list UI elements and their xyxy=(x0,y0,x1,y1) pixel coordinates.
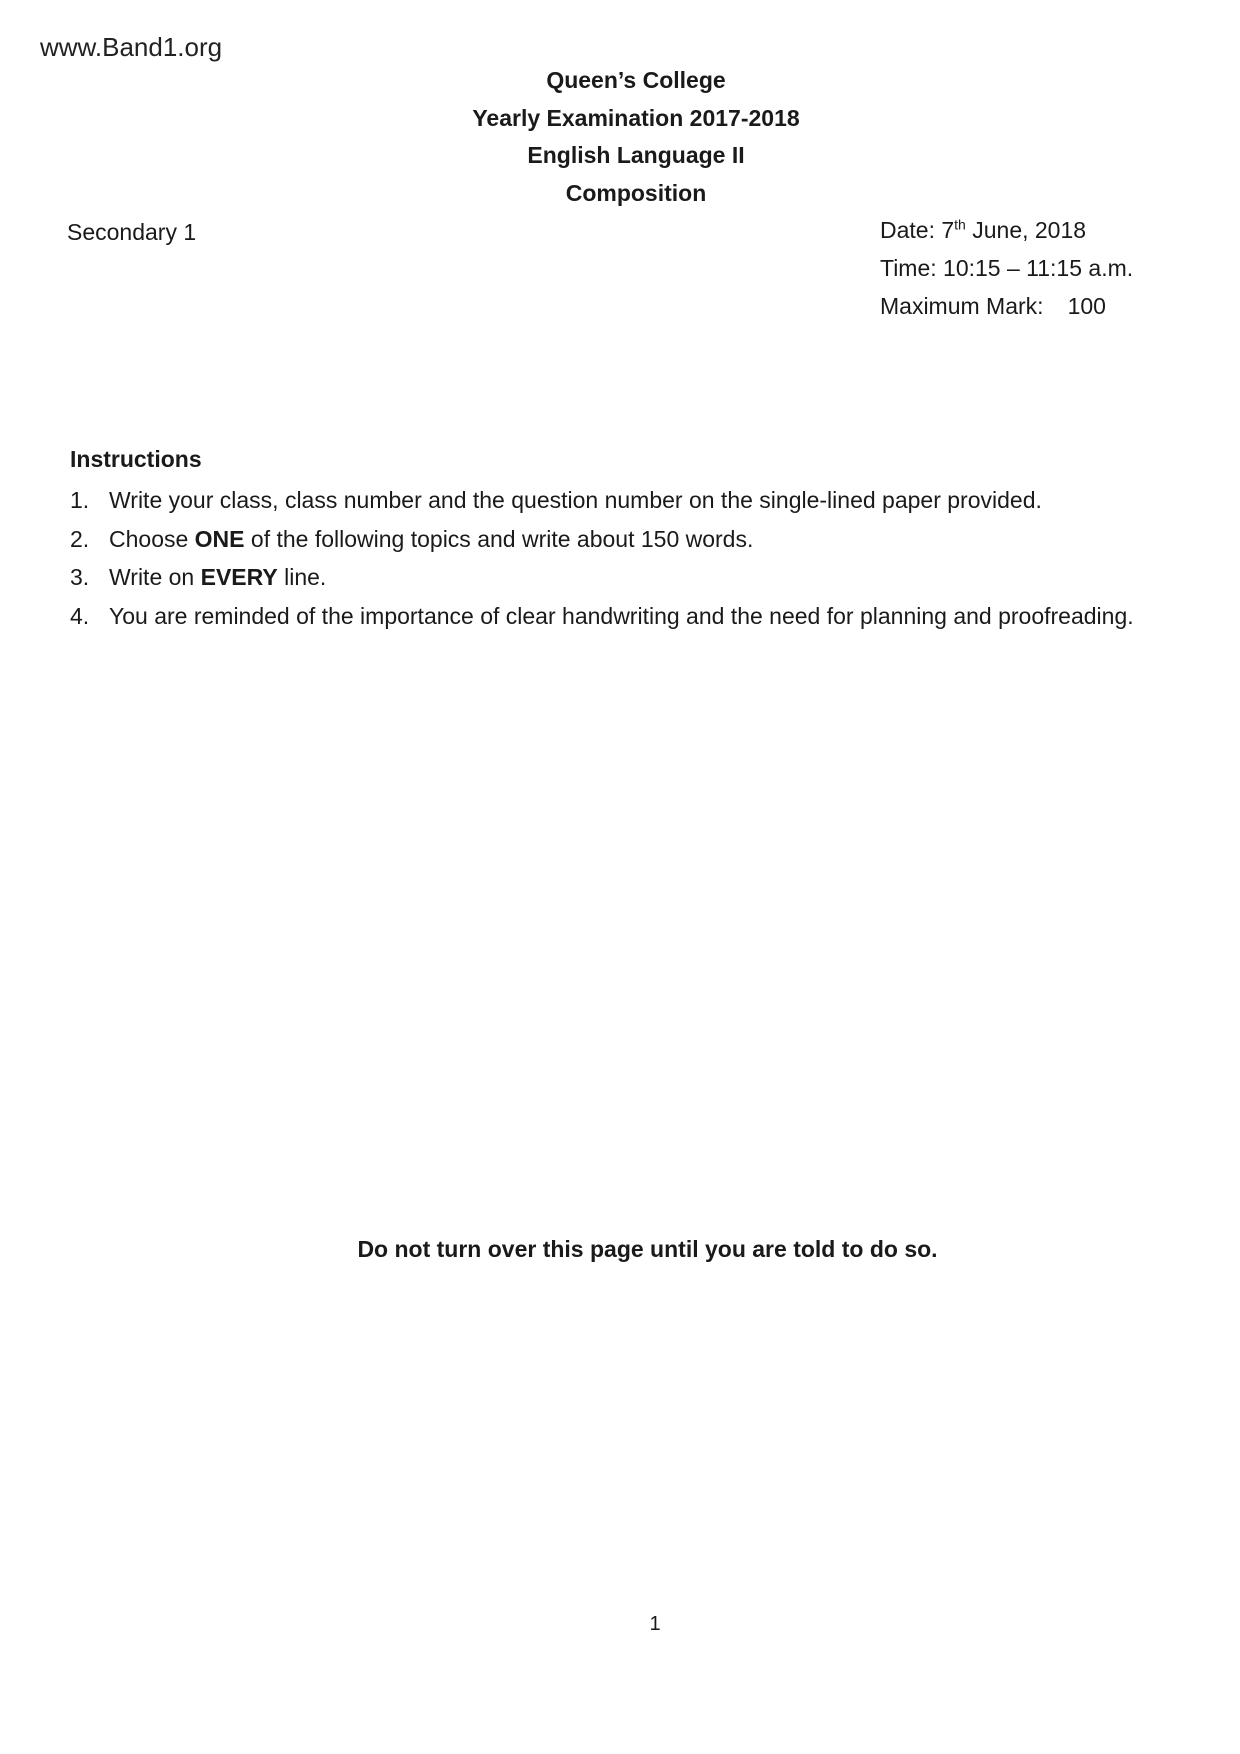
exam-header xyxy=(0,62,1240,212)
exam-meta xyxy=(880,211,1133,325)
instruction-item: 3. Write on EVERY line. xyxy=(70,564,327,590)
maximum-mark-value: 100 xyxy=(1067,293,1106,319)
instructions-list xyxy=(70,481,1134,635)
exam-title: Yearly Examination 2017-2018 xyxy=(472,104,800,131)
maximum-mark xyxy=(880,287,1133,325)
instruction-item: 1. Write your class, class number and the question number on the single-lined paper provided. xyxy=(70,487,1042,513)
instruction-item: 2. Choose ONE of the following topics and write about 150 words. xyxy=(70,525,754,552)
exam-time: Time: 10:15 – 11:15 a.m. xyxy=(880,255,1134,281)
school-name: Queen’s College xyxy=(546,67,726,93)
subject-title: English Language II xyxy=(527,142,745,168)
do-not-turn-notice: Do not turn over this page until you are told to do so. xyxy=(357,1236,938,1262)
page-number: 1 xyxy=(649,1613,661,1635)
form-level: Secondary 1 xyxy=(67,219,197,245)
instructions-heading: Instructions xyxy=(70,446,202,472)
exam-date: Date: 7th June, 2018 xyxy=(880,216,1087,243)
maximum-mark-label: Maximum Mark: xyxy=(880,293,1044,319)
paper-title: Composition xyxy=(565,179,707,206)
instruction-item: 4. You are reminded of the importance of clear handwriting and the need for planning and proofreading. xyxy=(70,602,1134,629)
watermark-url: www.Band1.org xyxy=(40,32,223,62)
